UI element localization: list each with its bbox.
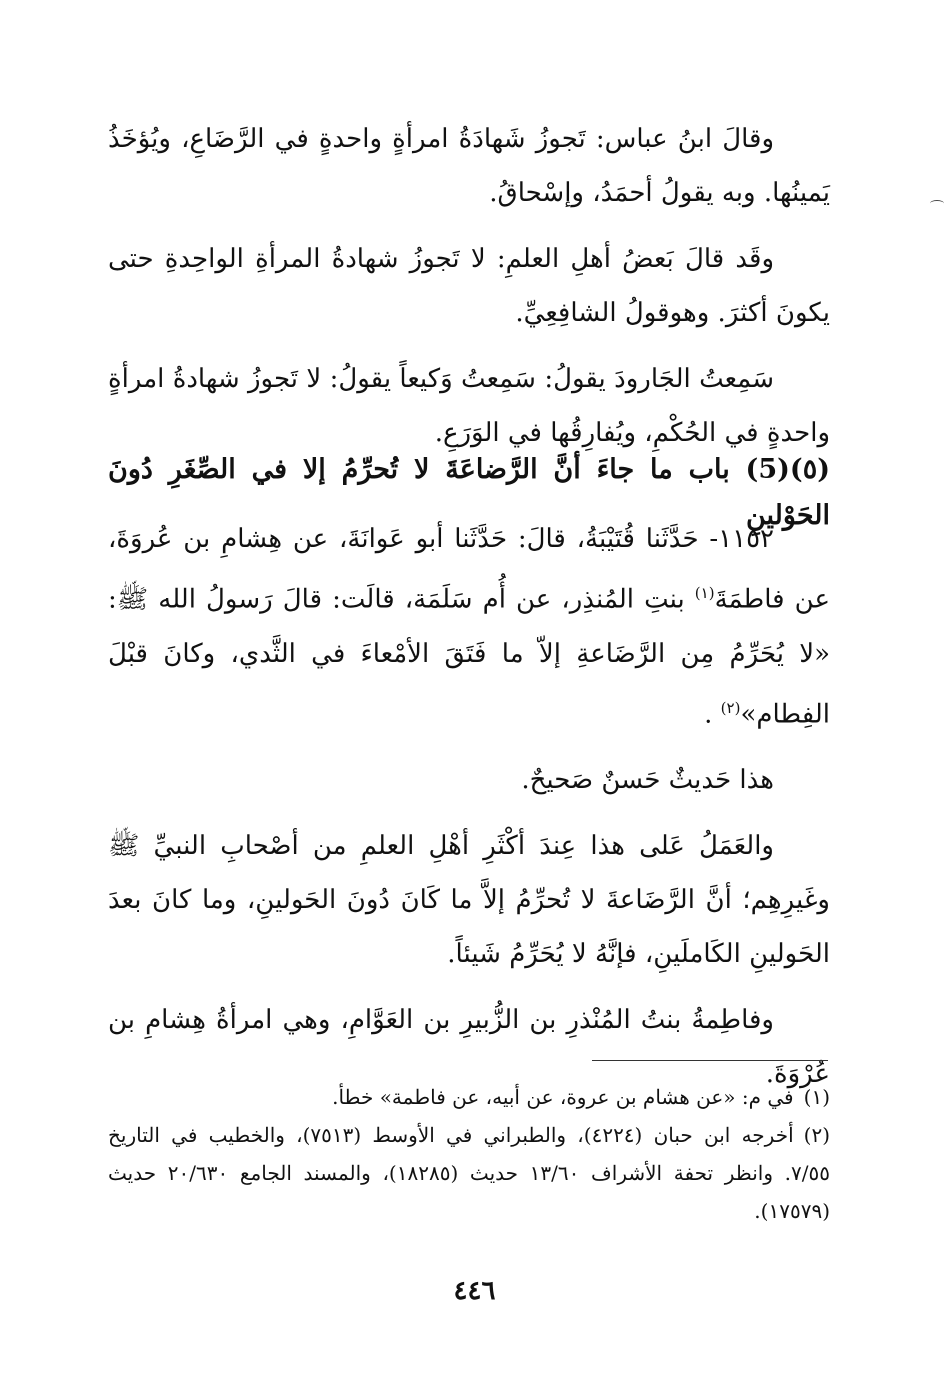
footnote-divider [592,1060,828,1061]
top-paragraphs [108,112,830,460]
footnote-1-number: (١) [803,1085,830,1109]
footnotes [108,1078,830,1230]
footnote-2-text: أخرجه ابن حبان (٤٢٢٤)، والطبراني في الأوسط (٧٥١٣)، والخطيب في التاريخ ٧/٥٥. وانظر تحفة الأشراف ١٣/٦٠ حديث (١٨٢٨٥)، والمسند الجامع ٢٠/٦٣٠ حديث (١٧٥٧٩). [108,1123,830,1223]
footnote-1 [108,1078,830,1116]
hadith-matn: بنتِ المُنذِر، عن أُم سَلَمَة، قالَت: قالَ رَسولُ الله ﷺ: «لا يُحَرِّمُ مِن الرَّضَاعةِ إلاّ ما فَتَقَ الأمْعاءَ في الثَّدي، وكانَ قبْلَ الفِطام» [108,584,830,730]
paragraph-ahl-al-ilm: وقَد قالَ بَعضُ أهلِ العلمِ: لا تَجوزُ شهادةُ المرأةِ الواحِدةِ حتى يكونَ أكثرَ. وهوقولُ الشافِعِيِّ. [108,244,830,328]
paragraph-al-jarud: سَمِعتُ الجَارودَ يقولُ: سَمِعتُ وَكيعاً يقولُ: لا تَجوزُ شهادةُ امرأةٍ واحدةٍ في الحُكْمِ، ويُفارِقُها في الوَرَعِ. [108,364,830,448]
footnote-1-text: في م: «عن هشام بن عروة، عن أبيه، عن فاطمة» خطأ. [332,1085,794,1109]
footnote-marker-1[interactable]: (١) [694,584,715,602]
hadith-isnad: - حَدَّثَنا قُتَيْبَةُ، قالَ: حَدَّثَنا أبو عَوانَةَ، عن هِشامِ بن عُروَةَ، عن فاطمَةَ [108,524,830,615]
margin-mark [930,200,944,207]
page-number: ٤٤٦ [453,1276,496,1306]
footnote-2 [108,1116,830,1230]
hadith-block [108,512,830,1101]
footnote-marker-2[interactable]: (٢) [720,698,741,717]
hadith-number: ١١٥٢ [718,524,774,554]
paragraph-ibn-abbas: وقالَ ابنُ عباس: تَجوزُ شَهادَةُ امرأةٍ واحدةٍ في الرَّضَاعِ، ويُؤخَذُ يَمينُها. وبه يقولُ أحمَدُ، وإسْحاقُ. [108,124,830,208]
chapter-heading: (٥)(5) باب ما جاءَ أنَّ الرَّضاعَةَ لا تُحرِّمُ إلا في الصِّغَرِ دُونَ الحَوْلينِ [108,454,830,531]
hadith-1152 [108,512,830,741]
footnote-2-number: (٢) [803,1123,830,1147]
paragraph-fatima: وفاطِمةُ بنتُ المُنْذرِ بن الزُّبيرِ بن العَوَّامِ، وهي امرأةُ هِشامِ بن عُرْوَةَ. [108,1005,830,1090]
hadith-grading: هذا حَديثٌ حَسنٌ صَحيحٌ. [521,765,774,796]
paragraph-practice: والعَمَلُ عَلى هذا عِندَ أكْثَرِ أهْلِ العلمِ من أصْحابِ النبيِّ ﷺ وغَيرِهِم؛ أنَّ الرَّضَاعةَ لا تُحرِّمُ إلاَّ ما كَانَ دُونَ الحَولينِ، وما كانَ بعدَ الحَولينِ الكَاملَينِ، فإنَّهُ لا يُحَرِّمُ شَيئاً. [108,831,830,970]
hadith-end: . [704,699,721,730]
